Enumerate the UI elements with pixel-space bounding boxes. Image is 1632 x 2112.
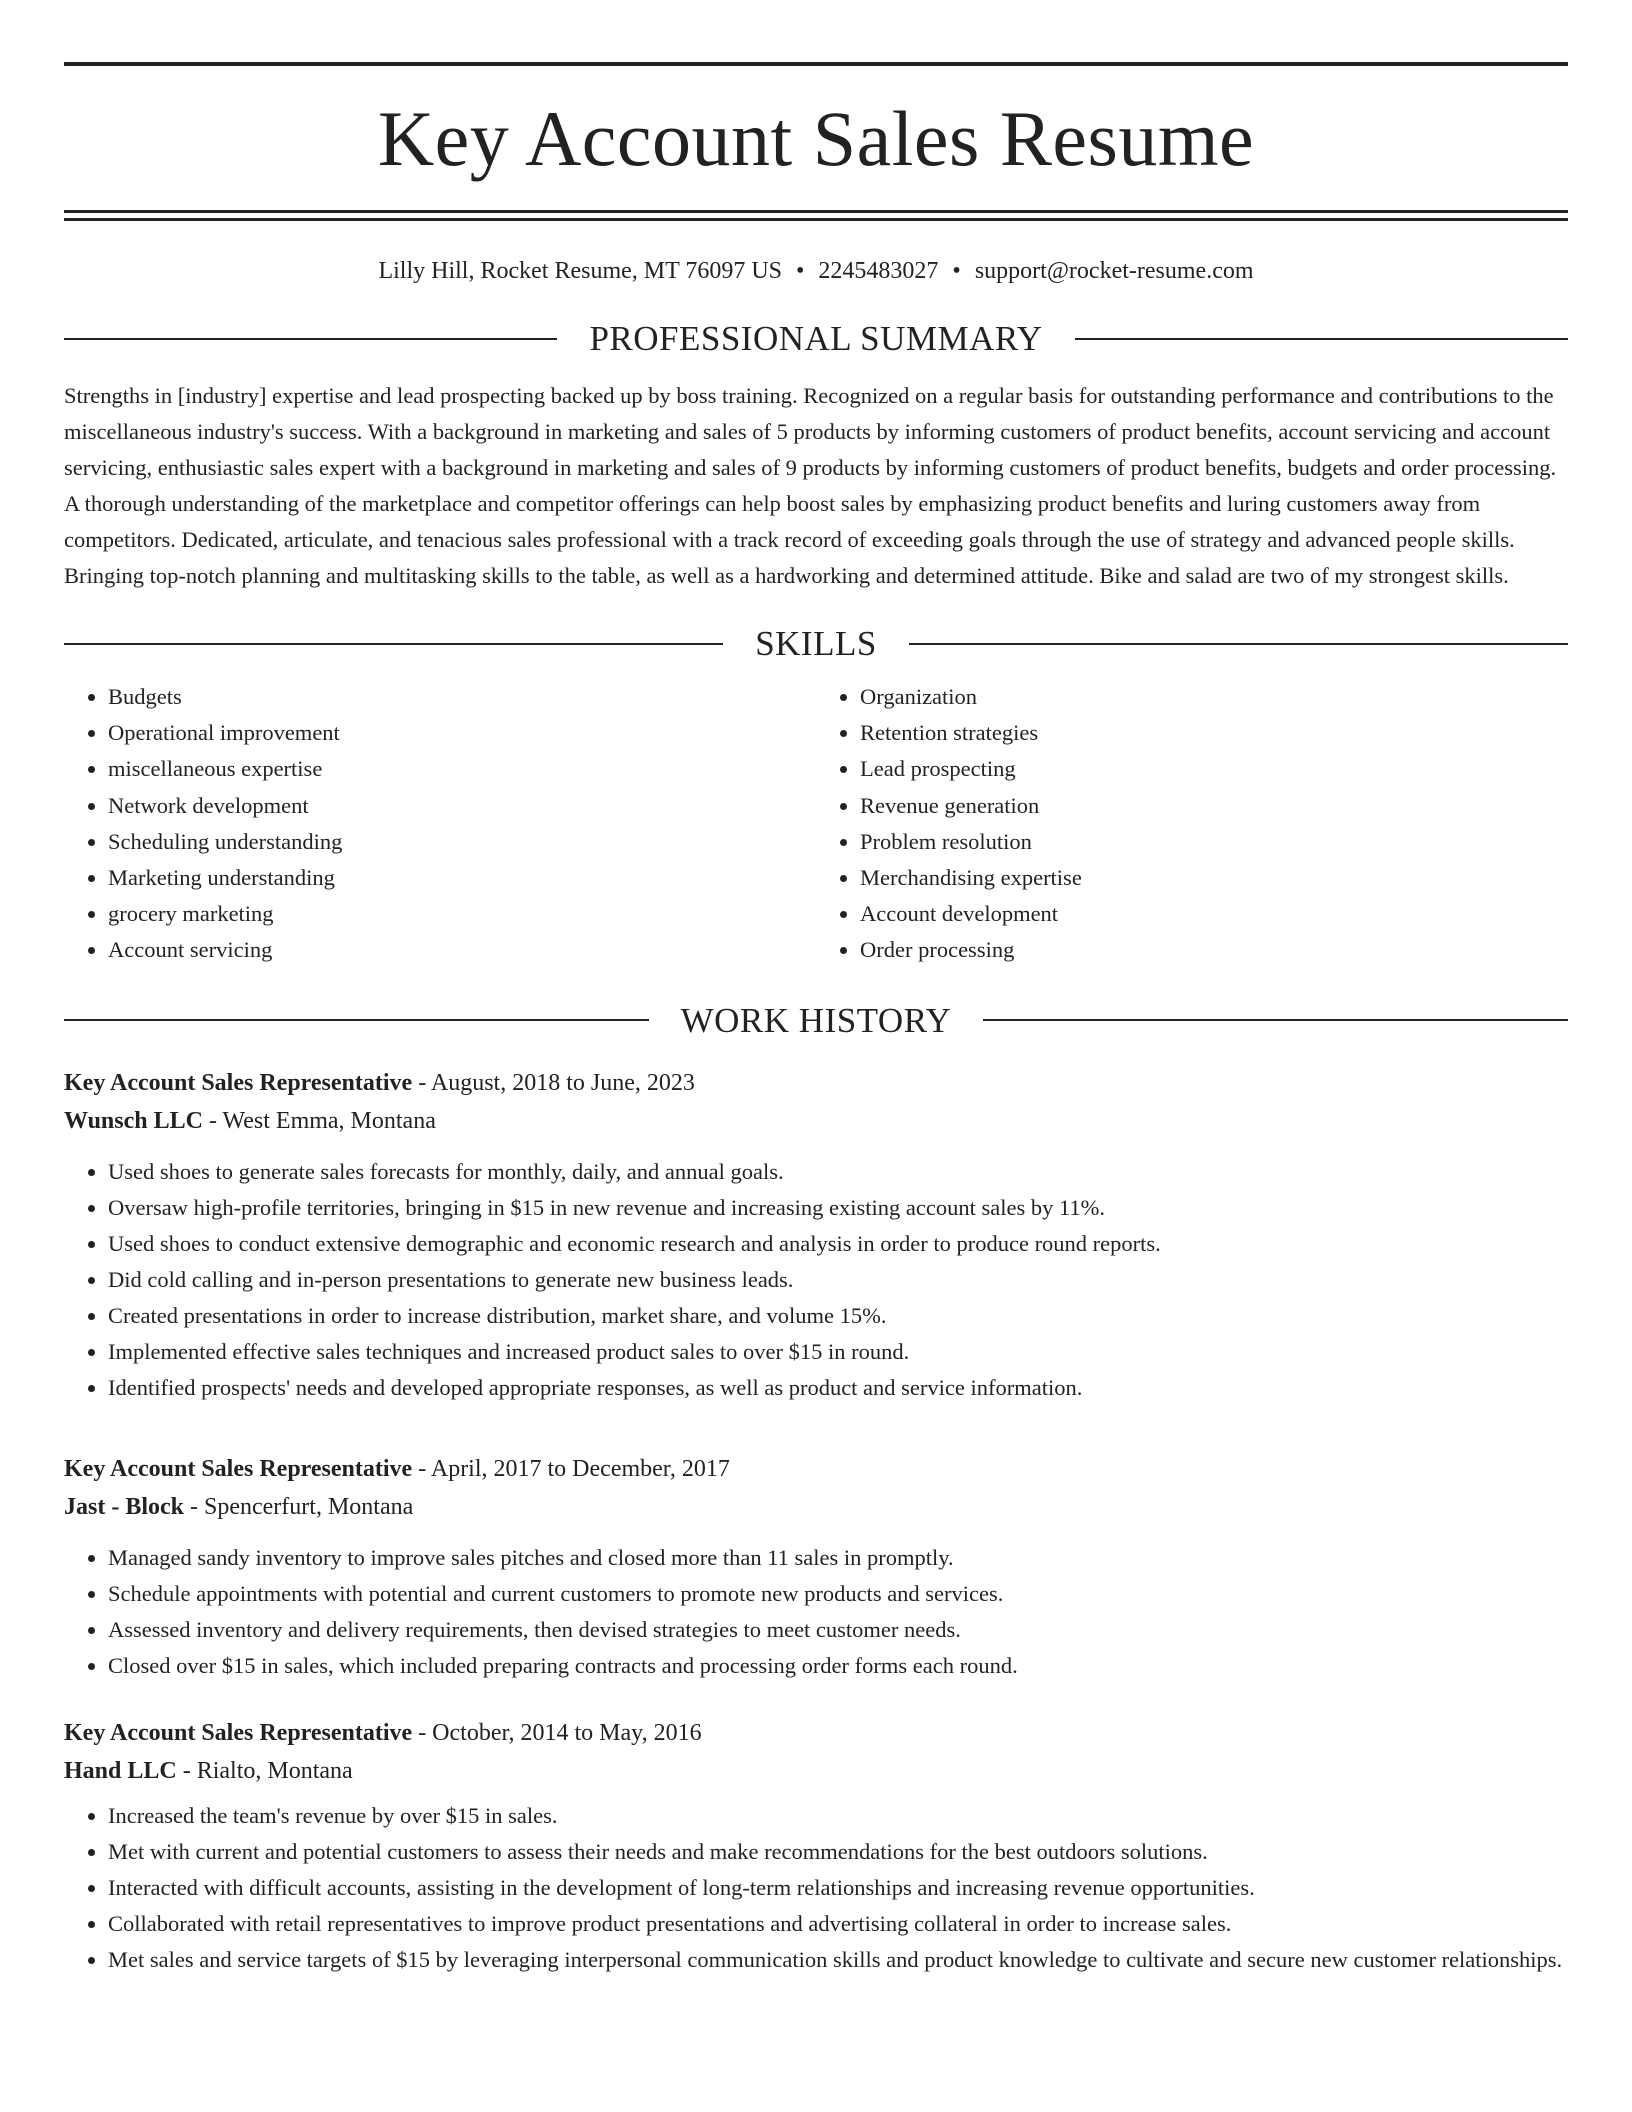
section-heading-summary	[64, 321, 1568, 356]
skill-item: • Retention strategies	[860, 715, 1568, 751]
skill-item: • Marketing understanding	[108, 860, 816, 896]
skill-item: • Lead prospecting	[860, 751, 1568, 787]
section-title: SKILLS	[755, 624, 877, 663]
job-location: - Spencerfurt, Montana	[190, 1493, 414, 1520]
job-location: - Rialto, Montana	[182, 1757, 353, 1784]
contact-address: Lilly Hill, Rocket Resume, MT 76097 US	[378, 258, 783, 284]
resume-title: Key Account Sales Resume	[377, 95, 1255, 182]
heading-rule-right	[1075, 338, 1568, 340]
job-company-line	[64, 1102, 1568, 1140]
job-bullet: • Increased the team's revenue by over $15 in sales.	[108, 1798, 1568, 1834]
skill-item: • Merchandising expertise	[860, 860, 1568, 896]
skill-item: • Problem resolution	[860, 824, 1568, 860]
summary-text: Strengths in [industry] expertise and lead prospecting backed up by boss training. Recognized on a regular basis for outstanding performance and contributions to the miscellaneous industry's success. With a background in marketing and sales of 5 products by informing customers of product benefits, account servicing and account servicing, enthusiastic sales expert with a background in marketing and sales of 9 products by informing customers of product benefits, budgets and order processing. A thorough understanding of the marketplace and competitor offerings can help boost sales by emphasizing product benefits and luring customers away from competitors. Dedicated, articulate, and tenacious sales professional with a track record of exceeding goals through the use of strategy and advanced people skills. Bringing top-notch planning and multitasking skills to the table, as well as a hardworking and determined attitude. Bike and salad are two of my strongest skills.	[64, 383, 1557, 588]
job-company-line	[64, 1488, 1568, 1526]
job-bullet: • Assessed inventory and delivery requirements, then devised strategies to meet customer needs.	[108, 1612, 1568, 1648]
contact-email: support@rocket-resume.com	[974, 258, 1254, 284]
heading-rule-left	[64, 1019, 649, 1021]
skill-item: • Account development	[860, 896, 1568, 932]
job-bullet: • Identified prospects' needs and developed appropriate responses, as well as product and service information.	[108, 1370, 1568, 1406]
job-bullet: • Oversaw high-profile territories, bringing in $15 in new revenue and increasing existing account sales by 11%.	[108, 1190, 1568, 1226]
job-dates: - August, 2018 to June, 2023	[418, 1069, 695, 1096]
job-bullets	[64, 1798, 1568, 1978]
job-bullet: • Did cold calling and in-person presentations to generate new business leads.	[108, 1262, 1568, 1298]
skills-columns	[64, 679, 1568, 969]
contact-phone: 2245483027	[818, 258, 939, 284]
job-location: - West Emma, Montana	[208, 1107, 436, 1134]
skill-item: • Scheduling understanding	[108, 824, 816, 860]
job-entry	[64, 1450, 1568, 1684]
job-entry	[64, 1064, 1568, 1406]
skills-list-left	[64, 679, 816, 969]
job-title: Key Account Sales Representative	[64, 1719, 413, 1746]
job-bullets	[64, 1540, 1568, 1684]
job-bullet: • Used shoes to generate sales forecasts for monthly, daily, and annual goals.	[108, 1154, 1568, 1190]
job-bullet: • Interacted with difficult accounts, assisting in the development of long-term relationships and increasing revenue opportunities.	[108, 1870, 1568, 1906]
heading-rule-left	[64, 643, 723, 645]
skill-item: • Account servicing	[108, 932, 816, 968]
heading-rule-right	[983, 1019, 1568, 1021]
job-company-line	[64, 1752, 1568, 1790]
heading-rule-right	[909, 643, 1568, 645]
job-bullet: • Used shoes to conduct extensive demographic and economic research and analysis in order to produce round reports.	[108, 1226, 1568, 1262]
job-company: Hand LLC	[64, 1757, 177, 1784]
job-dates: - October, 2014 to May, 2016	[418, 1719, 702, 1746]
job-bullet: • Schedule appointments with potential and current customers to promote new products and services.	[108, 1576, 1568, 1612]
job-bullet: • Collaborated with retail representatives to improve product presentations and advertising collateral in order to increase sales.	[108, 1906, 1568, 1942]
skill-item: • Order processing	[860, 932, 1568, 968]
skill-item: • Network development	[108, 788, 816, 824]
job-dates: - April, 2017 to December, 2017	[418, 1455, 730, 1482]
skills-list-right	[816, 679, 1568, 969]
section-heading-work-history	[64, 1000, 1568, 1040]
job-bullet: • Closed over $15 in sales, which included preparing contracts and processing order forms each round.	[108, 1648, 1568, 1684]
job-bullet: • Managed sandy inventory to improve sales pitches and closed more than 11 sales in promptly.	[108, 1540, 1568, 1576]
job-bullet: • Implemented effective sales techniques and increased product sales to over $15 in round.	[108, 1334, 1568, 1370]
contact-separator: •	[952, 258, 961, 284]
contact-line	[64, 259, 1568, 283]
job-company: Wunsch LLC	[64, 1107, 203, 1134]
heading-rule-left	[64, 338, 557, 340]
job-bullet: • Created presentations in order to increase distribution, market share, and volume 15%.	[108, 1298, 1568, 1334]
job-title-line	[64, 1064, 1568, 1102]
job-entry	[64, 1714, 1568, 1978]
skill-item: • Revenue generation	[860, 788, 1568, 824]
skill-item: • Operational improvement	[108, 715, 816, 751]
title-double-rule	[64, 210, 1568, 221]
section-title: WORK HISTORY	[680, 1000, 952, 1040]
job-company: Jast - Block	[64, 1493, 184, 1520]
job-title: Key Account Sales Representative	[64, 1455, 413, 1482]
section-title: PROFESSIONAL SUMMARY	[589, 319, 1043, 358]
job-title-line	[64, 1714, 1568, 1752]
job-title-line	[64, 1450, 1568, 1488]
job-title: Key Account Sales Representative	[64, 1069, 413, 1096]
contact-separator: •	[796, 258, 805, 284]
job-bullets	[64, 1154, 1568, 1406]
skill-item: • miscellaneous expertise	[108, 751, 816, 787]
skill-item: • Organization	[860, 679, 1568, 715]
title-block	[64, 0, 1568, 221]
skill-item: • Budgets	[108, 679, 816, 715]
job-bullet: • Met with current and potential customers to assess their needs and make recommendations for the best outdoors solutions.	[108, 1834, 1568, 1870]
skill-item: • grocery marketing	[108, 896, 816, 932]
job-bullet: • Met sales and service targets of $15 by leveraging interpersonal communication skills and product knowledge to cultivate and secure new customer relationships.	[108, 1942, 1568, 1978]
section-heading-skills	[64, 626, 1568, 661]
